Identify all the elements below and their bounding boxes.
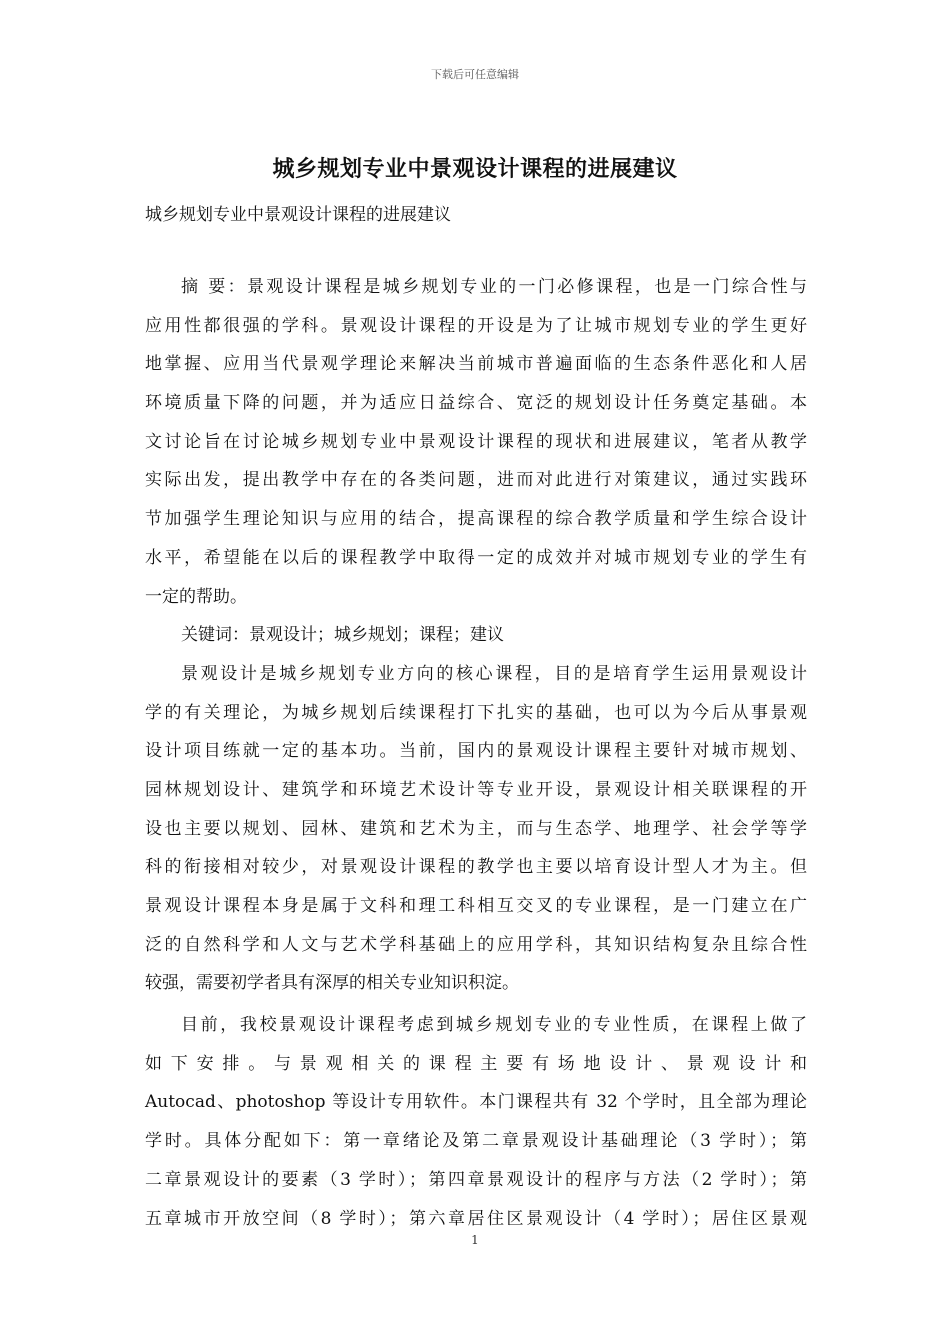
text-line: 设计项目练就一定的基本功。当前，国内的景观设计课程主要针对城市规划、	[145, 741, 807, 762]
text-line: 五章城市开放空间（8 学时）；第六章居住区景观设计（4 学时）；居住区景观	[145, 1208, 807, 1229]
text-line: 景观设计是城乡规划专业方向的核心课程，目的是培育学生运用景观设计	[181, 663, 807, 684]
text-line: 泛的自然科学和人文与艺术学科基础上的应用学科，其知识结构复杂且综合性	[145, 934, 807, 955]
abstract-paragraph	[145, 268, 807, 616]
text-line: 科的衔接相对较少，对景观设计课程的教学也主要以培育设计型人才为主。但	[145, 857, 807, 878]
keywords-paragraph	[145, 616, 807, 655]
document-subtitle: 城乡规划专业中景观设计课程的进展建议	[145, 205, 451, 225]
text-line: 目前，我校景观设计课程考虑到城乡规划专业的专业性质，在课程上做了	[181, 1015, 807, 1036]
document-body	[145, 268, 807, 1238]
header-note: 下载后可任意编辑	[431, 68, 519, 81]
text-line: 景观设计课程本身是属于文科和理工科相互交叉的专业课程，是一门建立在广	[145, 896, 807, 916]
text-line: 实际出发，提出教学中存在的各类问题，进而对此进行对策建议，通过实践环	[145, 470, 807, 491]
text-line: 关键词：景观设计；城乡规划；课程；建议	[181, 625, 504, 646]
text-line: 应用性都很强的学科。景观设计课程的开设是为了让城市规划专业的学生更好	[145, 315, 807, 336]
text-line: 节加强学生理论知识与应用的结合，提高课程的综合教学质量和学生综合设计	[145, 509, 807, 530]
text-line: 学的有关理论，为城乡规划后续课程打下扎实的基础，也可以为今后从事景观	[145, 702, 807, 723]
text-line: 二章景观设计的要素（3 学时）；第四章景观设计的程序与方法（2 学时）；第	[145, 1169, 807, 1190]
text-line: 摘 要：景观设计课程是城乡规划专业的一门必修课程，也是一门综合性与	[181, 277, 807, 297]
text-line: Autocad、photoshop 等设计专用软件。本门课程共有 32 个学时，且全部为理论	[145, 1092, 807, 1113]
text-line: 环境质量下降的问题，并为适应日益综合、宽泛的规划设计任务奠定基础。本	[145, 393, 807, 414]
document-title: 城乡规划专业中景观设计课程的进展建议	[272, 157, 678, 182]
text-line: 学时。具体分配如下：第一章绪论及第二章景观设计基础理论（3 学时）；第	[145, 1131, 807, 1152]
text-line: 文讨论旨在讨论城乡规划专业中景观设计课程的现状和进展建议，笔者从教学	[145, 431, 807, 452]
text-line: 较强，需要初学者具有深厚的相关专业知识积淀。	[145, 973, 519, 994]
page-number: 1	[471, 1233, 479, 1247]
body-paragraph	[145, 655, 807, 1003]
body-paragraph	[145, 1006, 807, 1238]
text-line: 一定的帮助。	[145, 586, 247, 607]
text-line: 设也主要以规划、园林、建筑和艺术为主，而与生态学、地理学、社会学等学	[145, 818, 807, 839]
text-line: 园林规划设计、建筑学和环境艺术设计等专业开设，景观设计相关联课程的开	[145, 779, 807, 800]
text-line: 地掌握、应用当代景观学理论来解决当前城市普遍面临的生态条件恶化和人居	[145, 354, 807, 375]
text-line: 水平，希望能在以后的课程教学中取得一定的成效并对城市规划专业的学生有	[145, 547, 807, 568]
text-line: 如下安排。与景观相关的课程主要有场地设计、景观设计和	[145, 1053, 807, 1074]
